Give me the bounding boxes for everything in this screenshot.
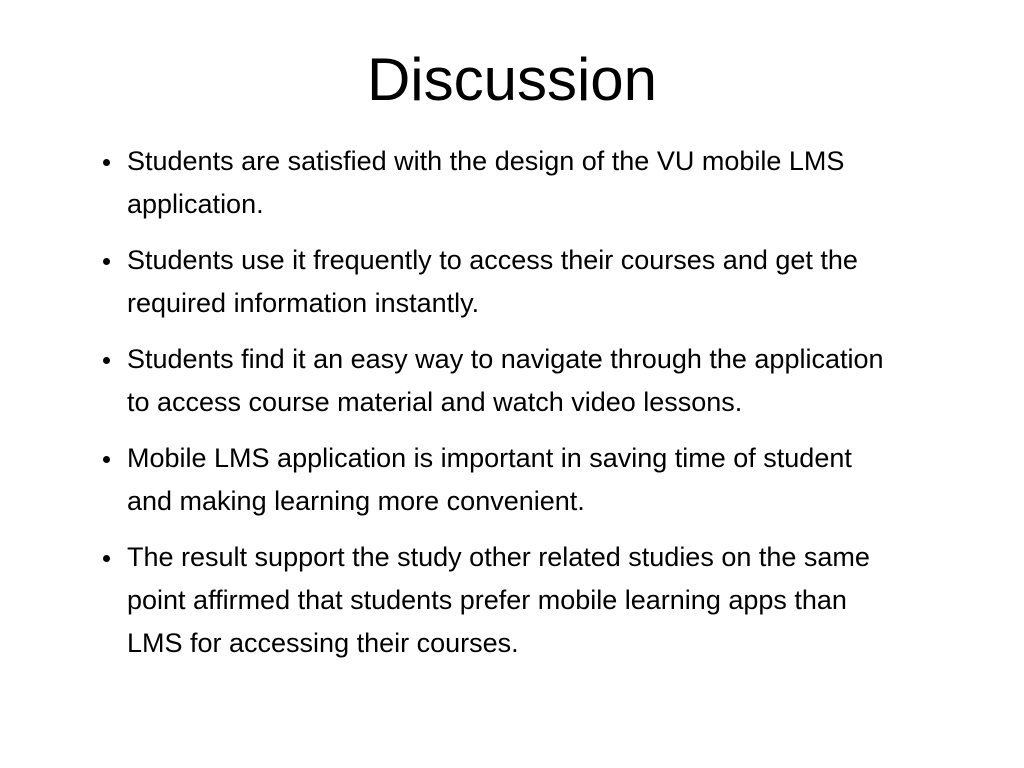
bullet-text: Students find it an easy way to navigate through the application to access course material and watch video lessons. bbox=[127, 344, 884, 417]
bullet-item bbox=[103, 239, 903, 325]
bullet-text: Students are satisfied with the design of the VU mobile LMS application. bbox=[127, 146, 845, 219]
bullet-item bbox=[103, 536, 903, 665]
bullet-icon bbox=[103, 456, 110, 463]
bullet-icon bbox=[103, 258, 110, 265]
slide-title: Discussion bbox=[366, 46, 658, 113]
bullet-item bbox=[103, 338, 903, 424]
bullet-item bbox=[103, 140, 903, 226]
bullet-icon bbox=[103, 555, 110, 562]
bullet-text: The result support the study other related studies on the same point affirmed that students prefer mobile learning apps than LMS for accessing their courses. bbox=[127, 542, 870, 658]
bullet-item bbox=[103, 437, 903, 523]
bullet-icon bbox=[103, 159, 110, 166]
bullet-text: Mobile LMS application is important in saving time of student and making learning more convenient. bbox=[127, 443, 852, 516]
bullet-text: Students use it frequently to access their courses and get the required information instantly. bbox=[127, 245, 858, 318]
bullet-icon bbox=[103, 357, 110, 364]
bullet-list bbox=[103, 140, 903, 678]
